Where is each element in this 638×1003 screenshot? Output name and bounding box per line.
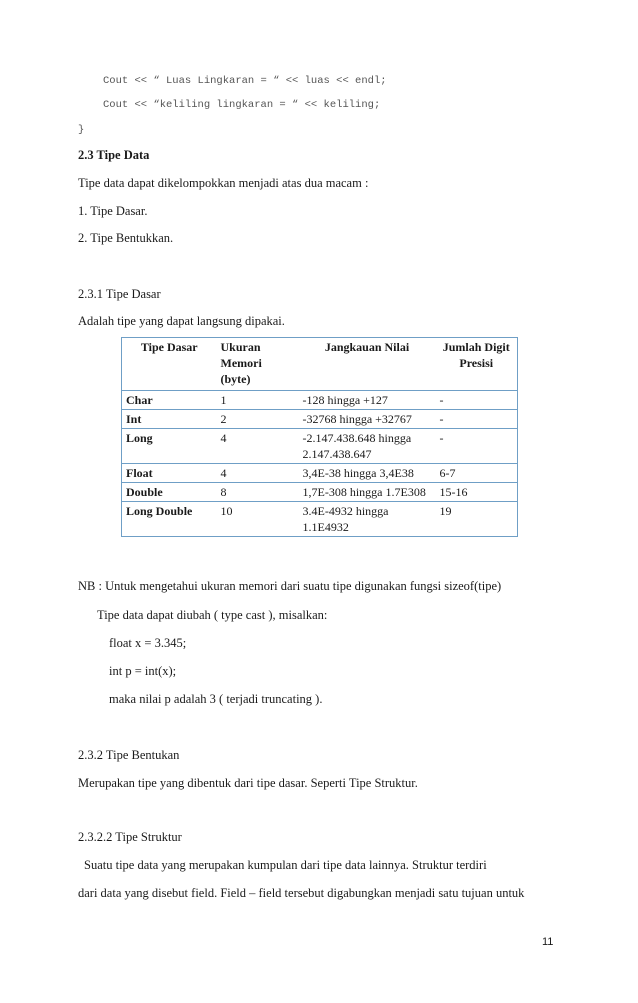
code-closing-brace: } (78, 124, 85, 136)
table-row (122, 464, 518, 483)
header-jangkauan-nilai: Jangkauan Nilai (299, 338, 436, 391)
cell-jangkauan: 3.4E-4932 hingga 1.1E4932 (299, 502, 436, 537)
cell-tipe: Long (122, 429, 217, 464)
struktur-text-line1: Suatu tipe data yang merupakan kumpulan dari tipe data lainnya. Struktur terdiri (84, 858, 487, 872)
cell-ukuran: 2 (217, 410, 299, 429)
list-item-tipe-dasar: 1. Tipe Dasar. (78, 204, 148, 218)
tipe-data-intro: Tipe data dapat dikelompokkan menjadi atas dua macam : (78, 176, 369, 190)
table-row (122, 391, 518, 410)
tipe-dasar-intro: Adalah tipe yang dapat langsung dipakai. (78, 314, 285, 328)
cell-tipe: Double (122, 483, 217, 502)
struktur-text-line2: dari data yang disebut field. Field – field tersebut digabungkan menjadi satu tujuan untuk (78, 886, 525, 900)
cell-jangkauan: -32768 hingga +32767 (299, 410, 436, 429)
cell-tipe: Int (122, 410, 217, 429)
table-row (122, 483, 518, 502)
cell-digit: 15-16 (436, 483, 518, 502)
table-header-row (122, 338, 518, 391)
header-tipe-dasar: Tipe Dasar (122, 338, 217, 391)
example-result: maka nilai p adalah 3 ( terjadi truncating ). (109, 692, 323, 706)
heading-2-3-2-2: 2.3.2.2 Tipe Struktur (78, 830, 182, 844)
cell-digit: - (436, 391, 518, 410)
type-cast-intro: Tipe data dapat diubah ( type cast ), misalkan: (97, 608, 328, 622)
cell-jangkauan: -2.147.438.648 hingga 2.147.438.647 (299, 429, 436, 464)
cell-ukuran: 4 (217, 464, 299, 483)
cell-ukuran: 10 (217, 502, 299, 537)
cell-tipe: Long Double (122, 502, 217, 537)
cell-tipe: Float (122, 464, 217, 483)
table-row (122, 429, 518, 464)
cell-jangkauan: 1,7E-308 hingga 1.7E308 (299, 483, 436, 502)
heading-2-3-1: 2.3.1 Tipe Dasar (78, 287, 161, 301)
tipe-bentukan-text: Merupakan tipe yang dibentuk dari tipe dasar. Seperti Tipe Struktur. (78, 776, 418, 790)
cell-digit: - (436, 410, 518, 429)
header-ukuran-memori: Ukuran Memori (byte) (217, 338, 299, 391)
cell-ukuran: 8 (217, 483, 299, 502)
cell-jangkauan: -128 hingga +127 (299, 391, 436, 410)
tipe-dasar-table (121, 337, 518, 537)
heading-2-3: 2.3 Tipe Data (78, 148, 150, 162)
heading-2-3-2: 2.3.2 Tipe Bentukan (78, 748, 180, 762)
cell-digit: - (436, 429, 518, 464)
code-line-keliling: Cout << “keliling lingkaran = “ << keliling; (103, 99, 381, 111)
table-row (122, 410, 518, 429)
cell-tipe: Char (122, 391, 217, 410)
cell-digit: 6-7 (436, 464, 518, 483)
cell-ukuran: 1 (217, 391, 299, 410)
cell-digit: 19 (436, 502, 518, 537)
example-float: float x = 3.345; (109, 636, 187, 650)
cell-jangkauan: 3,4E-38 hingga 3,4E38 (299, 464, 436, 483)
page-number: 11 (542, 936, 554, 948)
header-jumlah-digit: Jumlah Digit Presisi (436, 338, 518, 391)
table-row (122, 502, 518, 537)
example-int: int p = int(x); (109, 664, 177, 678)
list-item-tipe-bentukkan: 2. Tipe Bentukkan. (78, 231, 174, 245)
code-line-luas: Cout << “ Luas Lingkaran = “ << luas << endl; (103, 75, 387, 87)
cell-ukuran: 4 (217, 429, 299, 464)
nb-note: NB : Untuk mengetahui ukuran memori dari suatu tipe digunakan fungsi sizeof(tipe) (78, 579, 502, 593)
